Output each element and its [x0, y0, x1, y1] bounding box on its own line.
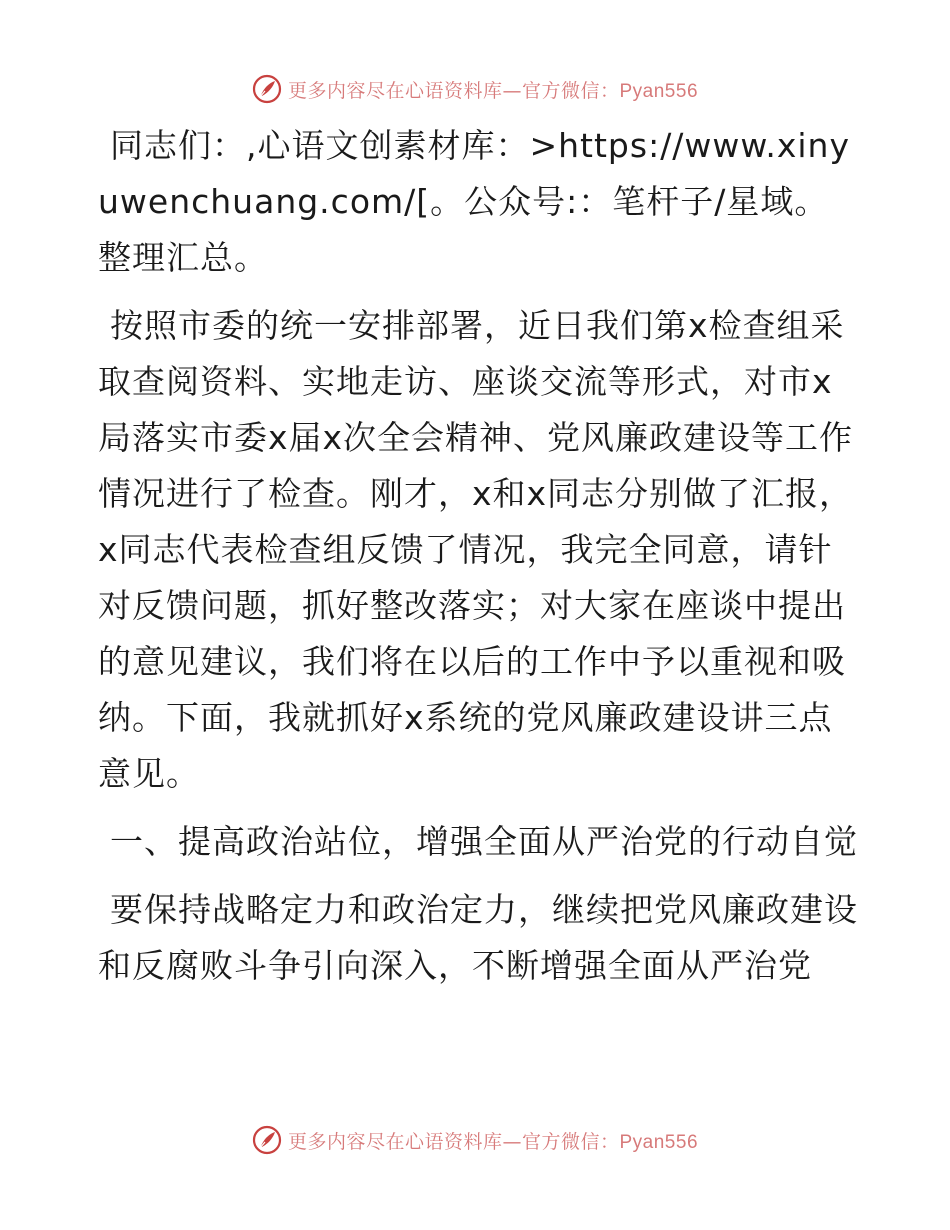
quill-logo-icon	[252, 1125, 282, 1155]
section-heading: 一、提高政治站位，增强全面从严治党的行动自觉	[110, 822, 858, 861]
watermark-dash: —	[502, 1130, 522, 1153]
watermark-main-text: 更多内容尽在心语资料库	[287, 79, 503, 102]
watermark-official-label: 官方微信：	[521, 79, 620, 102]
intro-paragraph: 按照市委的统一安排部署，近日我们第x检查组采取查阅资料、实地走访、座谈交流等形式，对市x局落实市委x届x次全会精神、党风廉政建设等工作情况进行了检查。刚才，x和x同志分别做了汇报，x同志代表检查组反馈了情况，我完全同意，请针对反馈问题，抓好整改落实；对大家在座谈中提出的意见建议，我们将在以后的工作中予以重视和吸纳。下面，我就抓好x系统的党风廉政建设讲三点意见。	[98, 306, 854, 793]
watermark-main-text: 更多内容尽在心语资料库	[287, 1130, 503, 1153]
section-paragraph: 要保持战略定力和政治定力，继续把党风廉政建设和反腐败斗争引向深入，不断增强全面从严治党	[98, 890, 858, 985]
document-body	[98, 118, 858, 1006]
watermark-text	[288, 1127, 698, 1154]
quill-logo-icon	[252, 74, 282, 104]
header-watermark	[0, 72, 950, 106]
watermark-wechat-id: Pyan556	[619, 80, 699, 102]
watermark-official-label: 官方微信：	[521, 1130, 620, 1153]
footer-watermark	[0, 1123, 950, 1157]
watermark-wechat-id: Pyan556	[619, 1131, 699, 1153]
watermark-text	[288, 76, 698, 103]
greeting-paragraph: 同志们：,心语文创素材库：>https://www.xinyuwenchuang.com/[。公众号:：笔杆子/星域。整理汇总。	[98, 126, 850, 277]
watermark-dash: —	[502, 79, 522, 102]
